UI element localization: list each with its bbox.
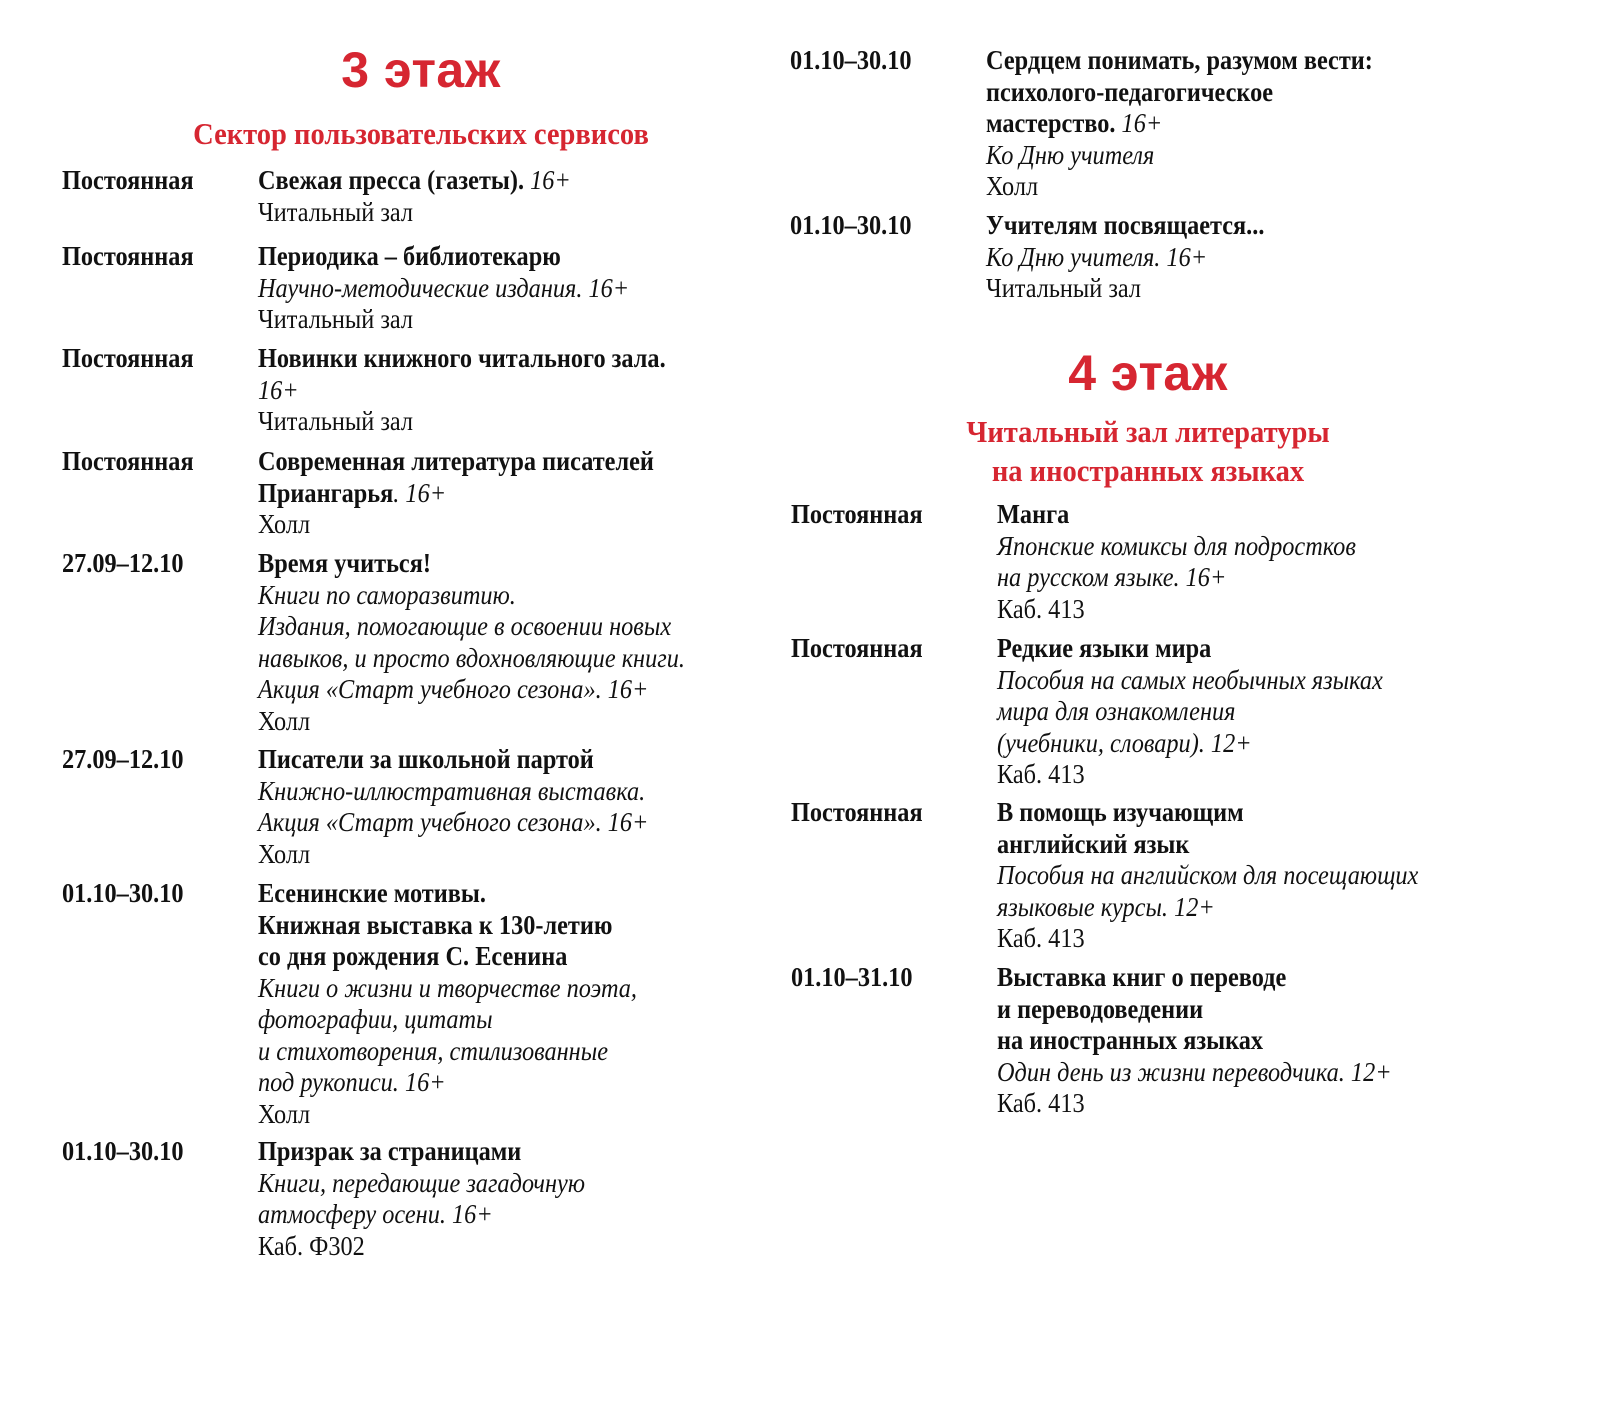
event-title-line: Выставка книг о переводе [997, 962, 1287, 992]
event-location: Холл [986, 171, 1039, 201]
event-description: Научно-методические издания. 16+ [258, 272, 630, 303]
age-rating: 16+ [1121, 108, 1163, 138]
event-date: 01.10–30.10 [62, 1136, 184, 1166]
event-description: 16+ [258, 374, 299, 405]
event-location: Холл [258, 705, 311, 736]
event-description: Пособия на самых необычных языках [997, 664, 1383, 695]
event-title-line: Книжная выставка к 130-летию [258, 909, 613, 940]
event-date: Постоянная [791, 797, 923, 827]
event-date: Постоянная [791, 633, 923, 663]
event-title-line: английский язык [997, 828, 1190, 859]
event-location: Каб. 413 [997, 593, 1085, 624]
event-location: Читальный зал [258, 196, 414, 227]
event-date: Постоянная [62, 165, 194, 195]
event-date: 27.09–12.10 [62, 548, 184, 578]
event-title-line: Современная литература писателей [258, 446, 654, 476]
event-description: Книги по саморазвитию. [258, 579, 516, 610]
event-location: Читальный зал [986, 273, 1142, 303]
event-description: Издания, помогающие в освоении новых [258, 611, 672, 641]
event-title: Новинки книжного читального зала. [258, 343, 666, 373]
event-description: языковые курсы. 12+ [997, 891, 1215, 922]
event-date: 27.09–12.10 [62, 744, 184, 774]
floor-4-section-title [872, 412, 1424, 490]
event-location: Каб. 413 [997, 923, 1085, 953]
event-description: Японские комиксы для подростков [997, 530, 1356, 561]
event-date: 01.10–30.10 [790, 210, 912, 240]
event-title-line: В помощь изучающим [997, 797, 1244, 827]
event-title: Писатели за школьной партой [258, 744, 594, 774]
event-date: 01.10–31.10 [791, 962, 913, 992]
event-title-line: со дня рождения С. Есенина [258, 941, 568, 971]
event-description: атмосферу осени. 16+ [258, 1199, 493, 1229]
event-title-line: Есенинские мотивы. [258, 878, 486, 908]
event-title: Периодика – библиотекарю [258, 241, 561, 271]
event-description: Акция «Старт учебного сезона». 16+ [258, 807, 649, 837]
event-title: Призрак за страницами [258, 1136, 522, 1166]
event-description: Акция «Старт учебного сезона». 16+ [258, 674, 649, 704]
event-date: Постоянная [791, 499, 923, 529]
event-location: Читальный зал [258, 406, 414, 436]
event-description: Книги, передающие загадочную [258, 1167, 585, 1198]
event-location: Читальный зал [258, 304, 414, 334]
event-title-line: и переводоведении [997, 993, 1204, 1024]
event-date: 01.10–30.10 [790, 45, 912, 75]
age-rating: 16+ [530, 165, 571, 195]
event-description: фотографии, цитаты [258, 1004, 493, 1034]
event-title-line: мастерство. 16+ [986, 108, 1163, 138]
event-title: Свежая пресса (газеты). 16+ [258, 165, 571, 195]
event-description: на русском языке. 16+ [997, 562, 1227, 592]
section-title-line: Читальный зал литературы [966, 414, 1330, 449]
event-date: Постоянная [62, 446, 194, 476]
event-date: Постоянная [62, 343, 194, 373]
event-description: Ко Дню учителя. 16+ [986, 241, 1208, 272]
event-description: мира для ознакомления [997, 696, 1236, 726]
event-location: Каб. 413 [997, 1088, 1085, 1118]
event-location: Холл [258, 509, 311, 539]
event-description: Один день из жизни переводчика. 12+ [997, 1056, 1392, 1087]
event-title-line: Приангарья. 16+ [258, 477, 447, 508]
event-location: Каб. 413 [997, 759, 1085, 789]
event-title: Редкие языки мира [997, 633, 1212, 663]
floor-4-title: 4 этаж [1068, 345, 1228, 401]
event-description: (учебники, словари). 12+ [997, 727, 1252, 758]
event-description: Ко Дню учителя [986, 139, 1155, 170]
event-title: Время учиться! [258, 548, 431, 578]
event-description: Книги о жизни и творчестве поэта, [258, 972, 638, 1003]
event-title: Учителям посвящается... [986, 210, 1265, 240]
floor-3-section-title: Сектор пользовательских сервисов [193, 116, 649, 151]
event-description: и стихотворения, стилизованные [258, 1035, 608, 1066]
event-title-line: на иностранных языках [997, 1025, 1264, 1055]
event-title: Манга [997, 499, 1070, 529]
event-description: Пособия на английском для посещающих [997, 860, 1419, 890]
event-description: под рукописи. 16+ [258, 1067, 446, 1097]
event-title-line: Сердцем понимать, разумом вести: [986, 45, 1373, 75]
event-location: Холл [258, 1098, 311, 1129]
event-date: Постоянная [62, 241, 194, 271]
event-description: навыков, и просто вдохновляющие книги. [258, 642, 685, 673]
event-location: Холл [258, 838, 311, 869]
event-description: Книжно-иллюстративная выставка. [258, 775, 646, 806]
floor-3-title: 3 этаж [341, 42, 501, 98]
age-rating: 16+ [405, 477, 447, 508]
event-title-line: психолого-педагогическое [986, 76, 1274, 107]
event-date: 01.10–30.10 [62, 878, 184, 908]
section-title-line: на иностранных языках [991, 453, 1305, 488]
event-location: Каб. Ф302 [258, 1230, 365, 1261]
